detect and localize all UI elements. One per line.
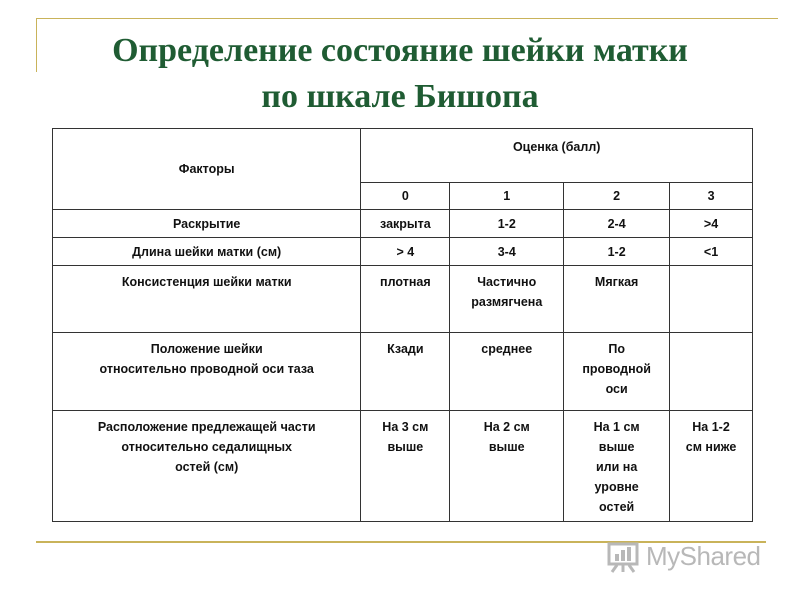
value-line: <1 bbox=[703, 244, 719, 259]
value-line: размягчена bbox=[471, 295, 543, 309]
value-line: среднее bbox=[481, 342, 533, 356]
factor-line: Длина шейки матки (см) bbox=[132, 244, 282, 259]
slide-title bbox=[0, 28, 800, 120]
score-col-2: 2 bbox=[564, 183, 670, 210]
value-line: выше bbox=[387, 440, 424, 454]
frame-line-top bbox=[36, 18, 778, 19]
factor-cell bbox=[53, 333, 361, 411]
value-line: 1-2 bbox=[497, 216, 516, 231]
value-line: Частично bbox=[477, 275, 537, 289]
header-score: Оценка (балл) bbox=[361, 129, 753, 183]
table-row-length bbox=[53, 238, 753, 266]
value-line: выше bbox=[488, 440, 525, 454]
value-line: На 2 см bbox=[483, 420, 530, 434]
value-line: плотная bbox=[380, 275, 431, 289]
title-line-2: по шкале Бишопа bbox=[261, 78, 539, 115]
value-line: оси bbox=[605, 382, 628, 396]
value-line: На 3 см bbox=[382, 420, 429, 434]
value-line: На 1 см bbox=[593, 420, 640, 434]
value-line: Кзади bbox=[387, 342, 424, 356]
value-cell bbox=[450, 238, 564, 266]
title-line-1: Определение состояние шейки матки bbox=[112, 32, 688, 69]
value-line: > 4 bbox=[396, 244, 415, 259]
value-cell bbox=[564, 238, 670, 266]
factor-line: Расположение предлежащей части bbox=[97, 420, 316, 434]
value-cell bbox=[450, 210, 564, 238]
bishop-score-table bbox=[52, 128, 753, 522]
factor-line: относительно седалищных bbox=[121, 440, 292, 454]
factor-cell bbox=[53, 266, 361, 333]
table-row-position bbox=[53, 333, 753, 411]
value-cell bbox=[670, 238, 753, 266]
factor-cell bbox=[53, 210, 361, 238]
value-cell bbox=[361, 266, 450, 333]
table-row-consistency bbox=[53, 266, 753, 333]
factor-line: Положение шейки bbox=[150, 342, 263, 356]
myshared-logo[interactable] bbox=[606, 537, 776, 575]
value-line: уровне bbox=[594, 480, 639, 494]
header-factors: Факторы bbox=[53, 129, 361, 210]
factor-cell bbox=[53, 238, 361, 266]
table-row-station bbox=[53, 411, 753, 522]
value-cell bbox=[564, 210, 670, 238]
factor-line: остей (см) bbox=[175, 460, 239, 474]
value-cell bbox=[670, 210, 753, 238]
value-cell bbox=[361, 210, 450, 238]
value-cell bbox=[564, 266, 670, 333]
factor-line: Консистенция шейки матки bbox=[121, 275, 292, 289]
factor-line: относительно проводной оси таза bbox=[99, 362, 314, 376]
myshared-logo-text: MyShared bbox=[646, 540, 761, 571]
value-line: 1-2 bbox=[607, 244, 626, 259]
value-cell bbox=[564, 333, 670, 411]
value-line: выше bbox=[598, 440, 635, 454]
value-line: >4 bbox=[703, 216, 719, 231]
value-line: 2-4 bbox=[607, 216, 626, 231]
value-line: 3-4 bbox=[497, 244, 516, 259]
value-cell-empty bbox=[670, 266, 753, 333]
value-cell bbox=[450, 333, 564, 411]
value-line: или на bbox=[595, 460, 638, 474]
value-line: По bbox=[608, 342, 625, 356]
value-line: см ниже bbox=[685, 440, 737, 454]
value-line: Мягкая bbox=[594, 275, 639, 289]
value-line: закрыта bbox=[380, 216, 431, 231]
value-line: остей bbox=[599, 500, 635, 514]
value-cell-empty bbox=[670, 333, 753, 411]
value-cell bbox=[564, 411, 670, 522]
score-col-0: 0 bbox=[361, 183, 450, 210]
value-line: проводной bbox=[582, 362, 651, 376]
myshared-logo-icon bbox=[606, 539, 640, 573]
value-cell bbox=[450, 411, 564, 522]
value-line: На 1-2 bbox=[692, 420, 730, 434]
score-col-3: 3 bbox=[670, 183, 753, 210]
factor-cell bbox=[53, 411, 361, 522]
value-cell bbox=[361, 238, 450, 266]
value-cell bbox=[361, 411, 450, 522]
value-cell bbox=[670, 411, 753, 522]
score-col-1: 1 bbox=[450, 183, 564, 210]
value-cell bbox=[361, 333, 450, 411]
table-row-dilation bbox=[53, 210, 753, 238]
factor-line: Раскрытие bbox=[172, 216, 241, 231]
value-cell bbox=[450, 266, 564, 333]
